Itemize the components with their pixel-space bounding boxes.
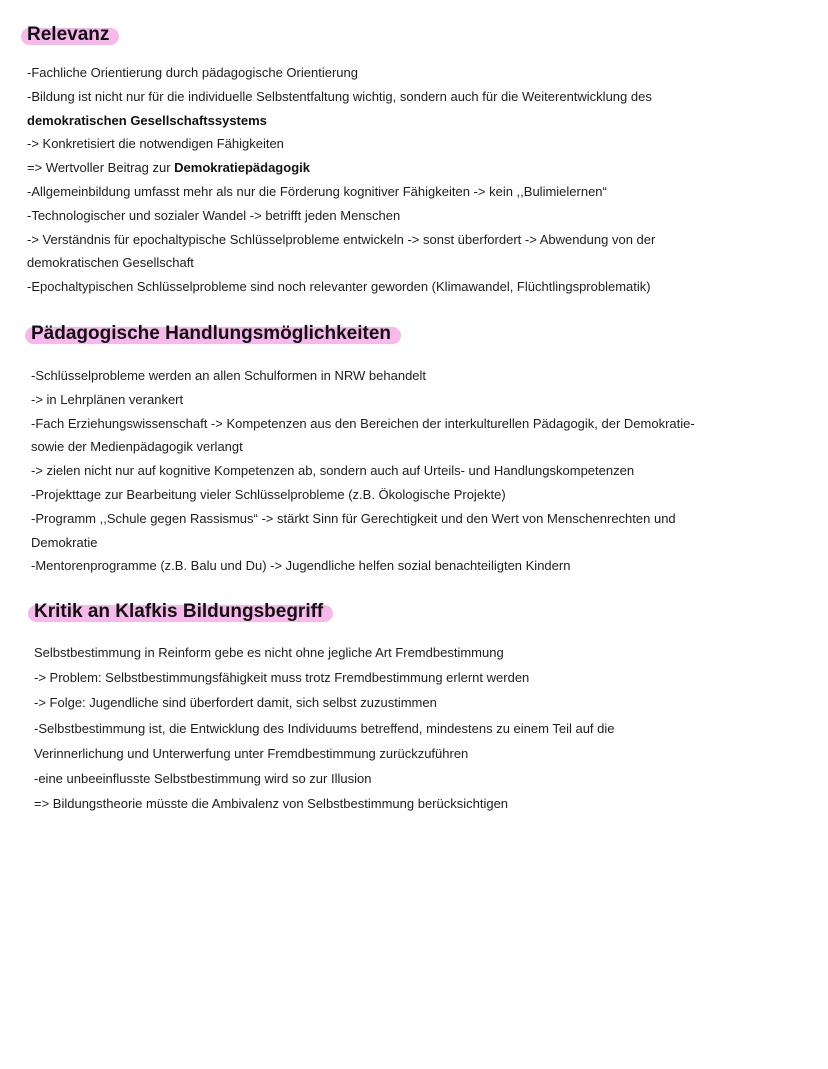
text-run: => Wertvoller Beitrag zur (27, 160, 175, 176)
text-line (31, 435, 695, 459)
text-line (34, 766, 615, 791)
section-heading-relevanz (27, 24, 109, 46)
text-run: sowie der Medienpädagogik verlangt (31, 439, 243, 455)
text-line (31, 459, 695, 483)
text-line (31, 507, 695, 531)
text-run: -Technologischer und sozialer Wandel -> betrifft jeden Menschen (27, 207, 401, 223)
text-line (27, 132, 655, 156)
text-run: -Mentorenprogramme (z.B. Balu und Du) -> Jugendliche helfen sozial benachteiligten Kindern (31, 558, 571, 574)
text-line (31, 483, 695, 507)
text-run: -Fachliche Orientierung durch pädagogische Orientierung (27, 65, 358, 80)
text-run: -> Folge: Jugendliche sind überfordert damit, sich selbst zuzustimmen (34, 695, 437, 711)
text-line (27, 251, 655, 275)
text-line (27, 61, 655, 85)
text-line (27, 180, 655, 204)
text-run: -eine unbeeinflusste Selbstbestimmung wird so zur Illusion (34, 770, 372, 786)
text-run: -Epochaltypischen Schlüsselprobleme sind noch relevanter geworden (Klimawandel, Flüchtlingsproblematik) (27, 279, 651, 295)
text-line (34, 640, 615, 665)
text-run: -Selbstbestimmung ist, die Entwicklung des Individuums betreffend, mindestens zu einem Teil auf die (34, 720, 615, 736)
text-run: -> Konkretisiert die notwendigen Fähigkeiten (27, 136, 284, 152)
section-body-handlungsmoeglichkeiten (31, 364, 695, 578)
text-line (27, 109, 655, 133)
section-body-relevanz (27, 61, 655, 299)
text-run: Verinnerlichung und Unterwerfung unter Fremdbestimmung zurückzuführen (34, 745, 469, 761)
text-line (27, 228, 655, 252)
text-run: Selbstbestimmung in Reinform gebe es nicht ohne jegliche Art Fremdbestimmung (34, 645, 504, 660)
text-line (27, 85, 655, 109)
text-line (27, 275, 655, 299)
text-line (27, 204, 655, 228)
text-line (34, 716, 615, 741)
text-run: -> zielen nicht nur auf kognitive Kompetenzen ab, sondern auch auf Urteils- und Handlungskompetenzen (31, 463, 635, 479)
text-run: -Fach Erziehungswissenschaft -> Kompetenzen aus den Bereichen der interkulturellen Pädagogik, der Demokratie- (31, 415, 695, 431)
bold-text: demokratischen Gesellschaftssystems (27, 112, 267, 128)
heading-text: Relevanz (27, 24, 110, 45)
text-run: -> in Lehrplänen verankert (31, 391, 184, 407)
text-run: -Projekttage zur Bearbeitung vieler Schlüsselprobleme (z.B. Ökologische Projekte) (31, 486, 506, 502)
text-line (34, 791, 615, 816)
text-line (31, 364, 695, 388)
text-run: -Programm ,,Schule gegen Rassismus“ -> stärkt Sinn für Gerechtigkeit und den Wert von Menschenrechten und (31, 510, 676, 526)
text-line (27, 156, 655, 180)
text-run: -> Verständnis für epochaltypische Schlüsselprobleme entwickeln -> sonst überfordert -> Abwendung von der (27, 231, 656, 247)
heading-text: Pädagogische Handlungsmöglichkeiten (31, 323, 392, 344)
text-line (31, 388, 695, 412)
text-line (31, 412, 695, 436)
text-line (34, 665, 615, 690)
text-line (31, 554, 695, 578)
text-run: Demokratie (31, 534, 98, 550)
text-line (34, 690, 615, 715)
section-heading-handlungsmoeglichkeiten (31, 323, 391, 345)
section-body-kritik (34, 640, 615, 816)
text-run: -Allgemeinbildung umfasst mehr als nur die Förderung kognitiver Fähigkeiten -> kein ,,Bulimielernen“ (27, 183, 607, 199)
text-run: demokratischen Gesellschaft (27, 255, 194, 271)
text-run: => Bildungstheorie müsste die Ambivalenz von Selbstbestimmung berücksichtigen (34, 796, 509, 812)
text-line (34, 741, 615, 766)
heading-text: Kritik an Klafkis Bildungsbegriff (34, 601, 324, 622)
text-run: -Schlüsselprobleme werden an allen Schulformen in NRW behandelt (31, 368, 427, 383)
text-run: -> Problem: Selbstbestimmungsfähigkeit muss trotz Fremdbestimmung erlernt werden (34, 670, 530, 686)
section-heading-kritik (34, 601, 323, 623)
text-run: -Bildung ist nicht nur für die individuelle Selbstentfaltung wichtig, sondern auch für die Weiterentwicklung des (27, 88, 652, 104)
text-line (31, 531, 695, 555)
bold-text: Demokratiepädagogik (174, 160, 310, 176)
